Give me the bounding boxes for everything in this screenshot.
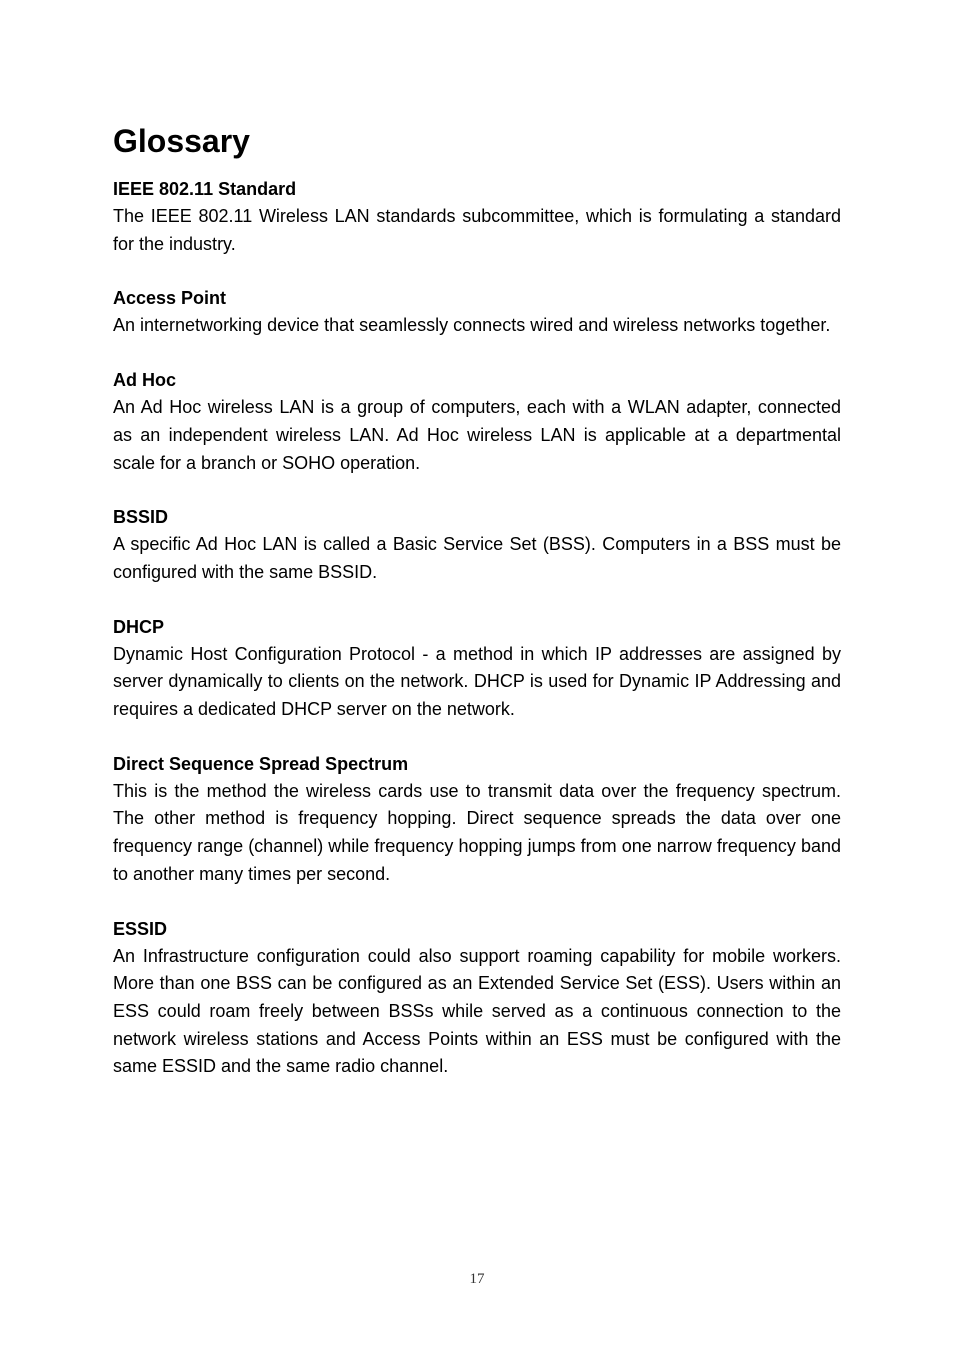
glossary-entry-access-point bbox=[113, 285, 841, 340]
page-number: 17 bbox=[469, 1271, 485, 1287]
glossary-entry-dhcp bbox=[113, 614, 841, 724]
page-content bbox=[113, 118, 841, 1108]
glossary-entry-bssid bbox=[113, 504, 841, 586]
glossary-entry-ad-hoc bbox=[113, 367, 841, 477]
glossary-definition: A specific Ad Hoc LAN is called a Basic Service Set (BSS). Computers in a BSS must be configured with the same BSSID. bbox=[113, 534, 841, 582]
glossary-term: BSSID bbox=[113, 507, 169, 528]
glossary-term: DHCP bbox=[113, 616, 165, 637]
glossary-entry-dsss bbox=[113, 751, 841, 889]
glossary-definition: This is the method the wireless cards use to transmit data over the frequency spectrum. The other method is frequency hopping. Direct sequence spreads the data over one frequency range (channel) while frequency hopping jumps from one narrow frequency band to another many times per second. bbox=[113, 780, 841, 884]
glossary-definition: An Ad Hoc wireless LAN is a group of computers, each with a WLAN adapter, connected as an independent wireless LAN. Ad Hoc wireless LAN is applicable at a departmental scale for a branch or SOHO operation. bbox=[113, 397, 841, 473]
glossary-entry-essid bbox=[113, 916, 841, 1082]
glossary-term: Direct Sequence Spread Spectrum bbox=[113, 753, 409, 774]
glossary-definition: Dynamic Host Configuration Protocol - a method in which IP addresses are assigned by server dynamically to clients on the network. DHCP is used for Dynamic IP Addressing and requires a dedicated DHCP server on the network. bbox=[113, 643, 841, 720]
glossary-term: Ad Hoc bbox=[113, 370, 176, 391]
glossary-term: ESSID bbox=[113, 918, 168, 939]
glossary-term: IEEE 802.11 Standard bbox=[113, 179, 297, 199]
glossary-entry-ieee-802-11 bbox=[113, 176, 841, 258]
glossary-definition: An Infrastructure configuration could also support roaming capability for mobile workers. More than one BSS can be configured as an Extended Service Set (ESS). Users within an ESS could roam freely between BSSs while served as a continuous connection to the network wireless stations and Access Points within an ESS must be configured with the same ESSID and the same radio channel. bbox=[113, 945, 841, 1077]
glossary-definition: An internetworking device that seamlessly connects wired and wireless networks together. bbox=[113, 315, 831, 336]
glossary-term: Access Point bbox=[113, 288, 227, 309]
page-title: Glossary bbox=[113, 123, 250, 159]
glossary-definition: The IEEE 802.11 Wireless LAN standards subcommittee, which is formulating a standard for the industry. bbox=[113, 206, 841, 254]
